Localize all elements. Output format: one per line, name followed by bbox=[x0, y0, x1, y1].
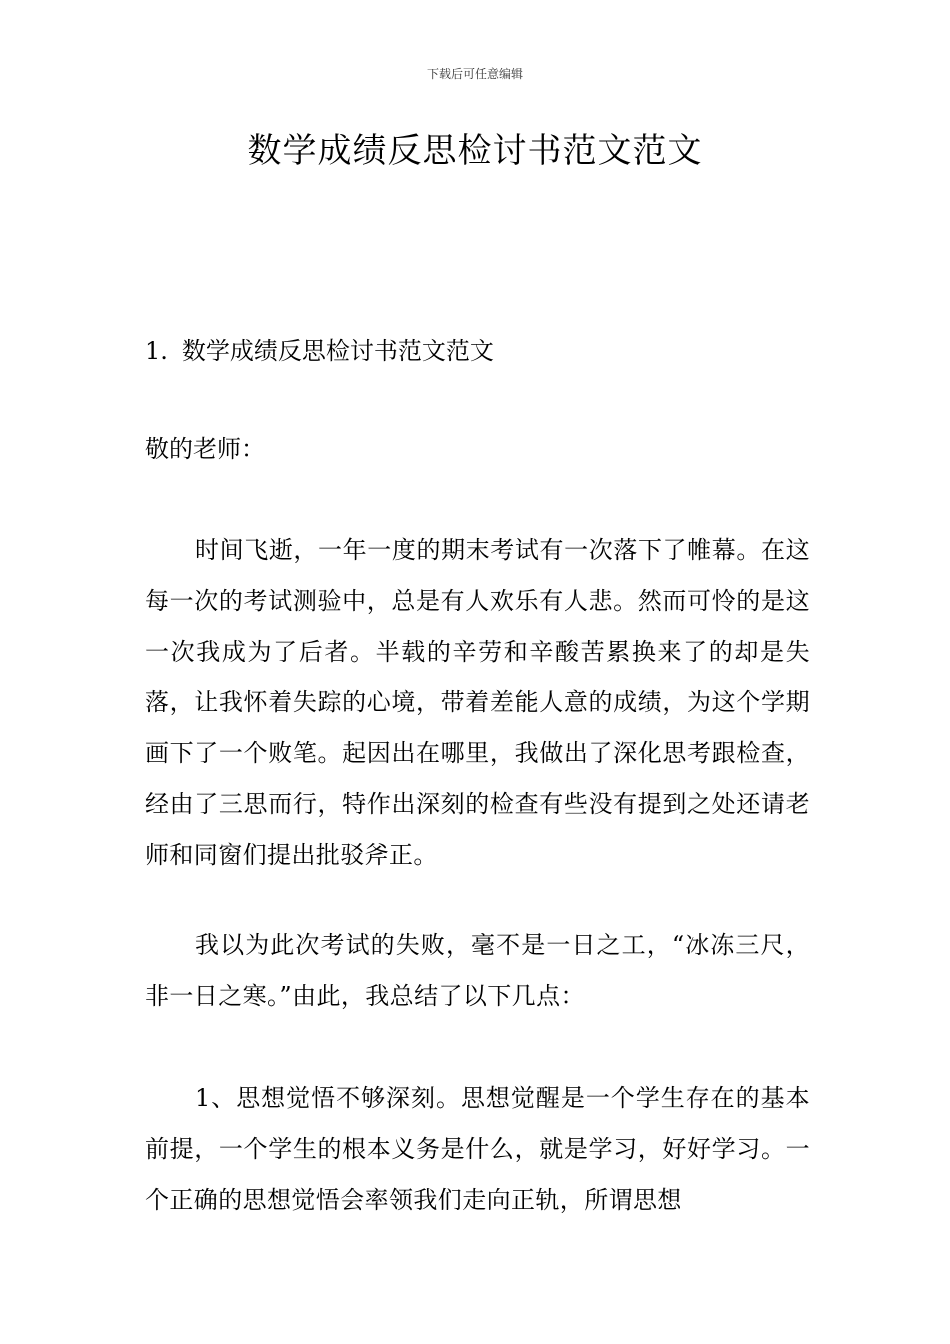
document-title: 数学成绩反思检讨书范文范文 bbox=[247, 131, 703, 171]
body-paragraph-1: 时间飞逝，一年一度的期末考试有一次落下了帷幕。在这每一次的考试测验中，总是有人欢乐有人悲。然而可怜的是这一次我成为了后者。半载的辛劳和辛酸苦累换来了的却是失落，让我怀着失踪的心境，带着差能人意的成绩，为这个学期画下了一个败笔。起因出在哪里，我做出了深化思考跟检查，经由了三思而行，特作出深刻的检查有些没有提到之处还请老师和同窗们提出批驳斧正。 bbox=[145, 536, 810, 869]
header-note: 下载后可任意编辑 bbox=[426, 67, 523, 81]
section-title: 数学成绩反思检讨书范文范文 bbox=[181, 337, 494, 365]
salutation: 敬的老师： bbox=[145, 435, 265, 463]
section-number: 1. bbox=[145, 337, 168, 365]
section-heading bbox=[145, 334, 810, 368]
body-paragraph-2: 我以为此次考试的失败，毫不是一日之工，“冰冻三尺，非一日之寒。”由此，我总结了以下几点： bbox=[145, 931, 810, 1010]
body-paragraph-3: 1、思想觉悟不够深刻。思想觉醒是一个学生存在的基本前提，一个学生的根本义务是什么，就是学习，好好学习。一个正确的思想觉悟会率领我们走向正轨，所谓思想 bbox=[145, 1084, 810, 1214]
